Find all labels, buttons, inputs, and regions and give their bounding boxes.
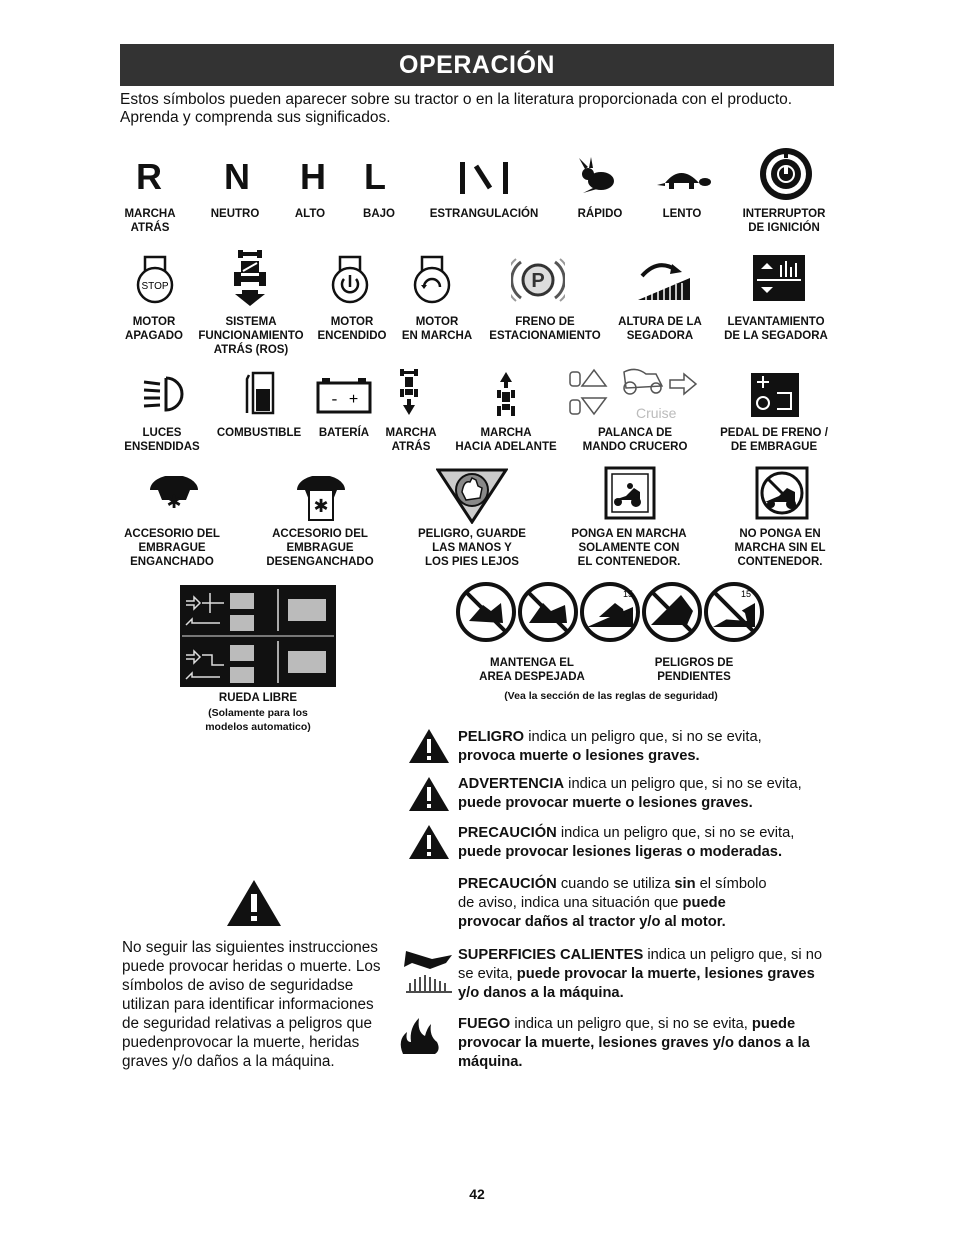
label-freewheel: RUEDA LIBRE: [218, 692, 298, 704]
label-clutch-engaged: ACCESORIO DEL EMBRAGUE ENGANCHADO: [124, 528, 220, 568]
prohibited-note: (Vea la sección de las reglas de seguridad): [504, 690, 718, 702]
safety-alert-large-icon: [225, 878, 283, 928]
page-number: 42: [469, 1186, 485, 1202]
attachment-clutch-engaged-icon: [148, 476, 200, 512]
mower-lift-icon: [753, 255, 805, 301]
keep-area-clear-icon-2: [520, 584, 576, 640]
page-title-banner: OPERACIÓN: [120, 44, 834, 86]
danger-alert-icon: [407, 727, 451, 765]
label-with-bagger: PONGA EN MARCHA SOLAMENTE CON EL CONTENEDOR.: [571, 528, 687, 568]
cruise-text: Cruise: [636, 405, 677, 421]
battery-text: - +: [329, 391, 359, 409]
mower-height-icon: [636, 256, 692, 300]
label-neutral: NEUTRO: [210, 208, 260, 220]
turtle-icon: [655, 163, 711, 193]
caution-alert-icon: [407, 823, 451, 861]
label-without-bagger: NO PONGA EN MARCHA SIN EL CONTENEDOR.: [734, 528, 826, 568]
warning-fire: FUEGO indica un peligro que, si no se evita, puede provocar la muerte, lesiones graves y/o danos a la máquina.: [458, 1016, 810, 1070]
fuel-icon: [243, 371, 277, 415]
choke-icon: [458, 160, 510, 196]
prohibition-icons: [455, 581, 765, 643]
slope-text-1: 15: [623, 589, 634, 599]
reverse-operation-system-icon: [232, 250, 268, 306]
svg-text:✱: ✱: [166, 492, 182, 512]
keep-area-clear-icon-1: [458, 584, 514, 640]
warning-alert-icon: [407, 775, 451, 813]
label-engine-start: MOTOR ENCENDIDO: [317, 316, 387, 342]
slope-hazard-icon-2: [644, 584, 700, 640]
label-slow: LENTO: [662, 208, 702, 220]
label-parking-brake: FRENO DE ESTACIONAMIENTO: [489, 316, 601, 342]
engine-start-icon: [330, 255, 370, 305]
headlights-icon: [142, 372, 186, 416]
warning-danger: PELIGRO indica un peligro que, si no se evita, provoca muerte o lesiones graves.: [458, 729, 762, 764]
parking-brake-icon: [511, 256, 565, 304]
label-lights: LUCES ENSENDIDAS: [124, 427, 200, 453]
warning-hot-surfaces: SUPERFICIES CALIENTES indica un peligro que, si no se evita, puede provocar la muerte, lesiones graves y/o danos a la máquina.: [458, 947, 823, 1001]
engine-stop-icon: [135, 255, 175, 305]
slope-hazard-icon-1: [582, 584, 638, 640]
label-fast: RÁPIDO: [577, 208, 623, 220]
warning-caution-no-symbol: PRECAUCIÓN cuando se utiliza sin el símbolo de aviso, indica una situación que puede provocar daños al tractor y/o al motor.: [458, 876, 767, 930]
label-mower-lift: LEVANTAMIENTO DE LA SEGADORA: [724, 316, 828, 342]
hot-surface-icon: [402, 945, 456, 993]
cruise-control-icon: [566, 366, 712, 422]
svg-text:✱: ✱: [313, 496, 329, 517]
ignition-switch-icon: [758, 146, 814, 202]
label-mower-height: ALTURA DE LA SEGADORA: [618, 316, 702, 342]
engine-running-icon: [412, 255, 452, 305]
neutral-letter-icon: N: [224, 156, 250, 197]
label-low: BAJO: [363, 208, 395, 220]
low-letter-icon: L: [364, 156, 386, 197]
reverse-drive-icon: [397, 369, 421, 415]
warning-caution: PRECAUCIÓN indica un peligro que, si no se evita, puede provocar lesiones ligeras o moderadas.: [458, 825, 795, 860]
attachment-clutch-disengaged-icon: [295, 476, 347, 522]
label-engine-run: MOTOR EN MARCHA: [401, 316, 473, 342]
slope-hazard-icon-3: [706, 584, 762, 640]
forward-drive-icon: [494, 372, 518, 418]
safety-instructions-text: No seguir las siguientes instrucciones puede provocar heridas o muerte. Los símbolos de aviso de seguridadse utilizan para identificar informaciones de seguridad relativas a peligros que puedenprovocar la muerte, heridas graves y/o daños a la máquina.: [122, 939, 381, 1070]
label-reverse-drive: MARCHA ATRÁS: [385, 427, 437, 453]
slope-text-2: 15: [741, 589, 752, 599]
stop-text: STOP: [141, 281, 169, 292]
fire-icon: [397, 1014, 441, 1056]
keep-hands-feet-away-icon: [436, 468, 508, 524]
do-not-operate-without-bagger-icon: [755, 466, 809, 520]
label-keep-area-clear: MANTENGA EL AREA DESPEJADA: [479, 657, 585, 683]
freewheel-note: (Solamente para los modelos automatico): [205, 707, 311, 733]
freewheel-icon: [180, 585, 336, 687]
label-fuel: COMBUSTIBLE: [216, 427, 302, 439]
high-letter-icon: H: [300, 156, 326, 197]
label-engine-stop: MOTOR APAGADO: [125, 316, 183, 342]
label-ignition: INTERRUPTOR DE IGNICIÓN: [742, 208, 826, 234]
label-forward-drive: MARCHA HACIA ADELANTE: [455, 427, 557, 453]
brake-clutch-pedal-icon: [751, 373, 799, 417]
label-high: ALTO: [294, 208, 326, 220]
label-slope-hazards: PELIGROS DE PENDIENTES: [654, 657, 734, 683]
label-clutch-disengaged: ACCESORIO DEL EMBRAGUE DESENGANCHADO: [266, 528, 374, 568]
operate-with-bagger-icon: [604, 466, 656, 520]
parking-text: P: [531, 270, 545, 292]
intro-text: Estos símbolos pueden aparecer sobre su tractor o en la literatura proporcionada con el producto. Aprenda y comprenda sus significados.: [120, 91, 793, 126]
label-ros: SISTEMA FUNCIONAMIENTO ATRÁS (ROS): [198, 316, 304, 356]
battery-icon: [316, 378, 372, 414]
label-choke: ESTRANGULACIÓN: [429, 208, 539, 220]
warning-warning: ADVERTENCIA indica un peligro que, si no se evita, puede provocar muerte o lesiones graves.: [458, 776, 802, 811]
label-brake-pedal: PEDAL DE FRENO / DE EMBRAGUE: [720, 427, 828, 453]
label-battery: BATERÍA: [318, 427, 370, 439]
reverse-letter-icon: R: [136, 156, 162, 197]
rabbit-icon: [577, 155, 619, 195]
label-cruise: PALANCA DE MANDO CRUCERO: [582, 427, 688, 453]
label-reverse: MARCHA ATRÁS: [124, 208, 176, 234]
label-keep-away: PELIGRO, GUARDE LAS MANOS Y LOS PIES LEJOS: [418, 528, 526, 568]
